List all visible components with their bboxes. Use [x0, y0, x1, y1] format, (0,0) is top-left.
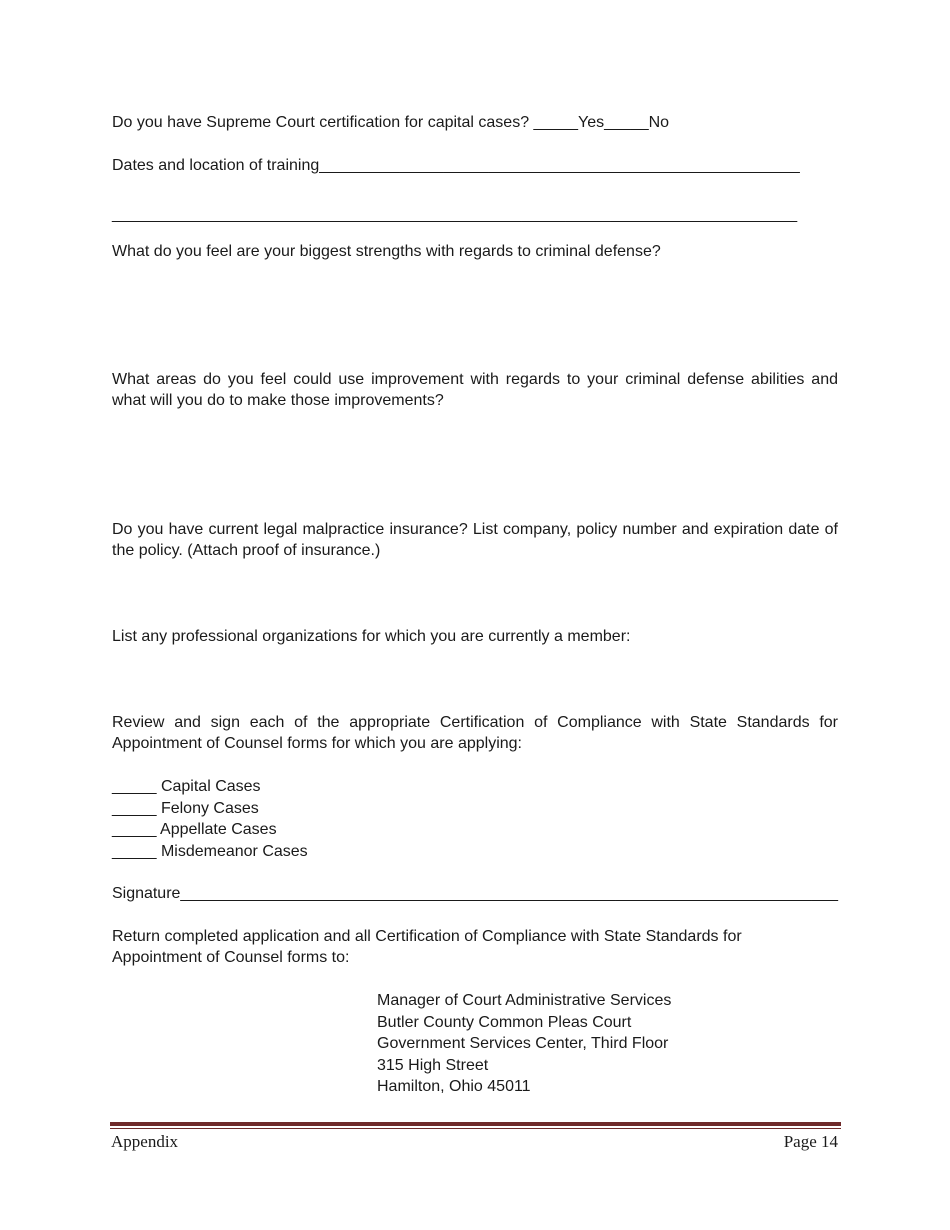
insurance-question: Do you have current legal malpractice insurance? List company, policy number and expiration date of the policy. (Attach proof of insurance.)	[112, 521, 838, 559]
case-type-appellate: _____ Appellate Cases	[112, 821, 277, 838]
training-dates-question: Dates and location of training______________________________________________________	[112, 157, 800, 174]
mailing-address	[377, 990, 671, 1098]
address-line: Butler County Common Pleas Court	[377, 1013, 632, 1031]
footer-rule-thin	[110, 1128, 841, 1129]
case-type-misdemeanor: _____ Misdemeanor Cases	[112, 842, 308, 860]
address-line: Manager of Court Administrative Services	[377, 992, 672, 1009]
signature-line: Signature__________________________________________________________________________	[112, 885, 838, 902]
training-blank-line: _____________________________________________________________________________	[112, 206, 798, 223]
footer-page-number: Page 14	[783, 1132, 838, 1151]
footer-section-label: Appendix	[111, 1132, 179, 1151]
case-type-felony: _____ Felony Cases	[112, 799, 259, 817]
footer-rule	[110, 1122, 841, 1126]
review-sign-instruction: Review and sign each of the appropriate Certification of Compliance with State Standards for Appointment of Counsel forms for which you are applying:	[112, 714, 838, 752]
return-instruction: Return completed application and all Certification of Compliance with State Standards for Appointment of Counsel forms to:	[112, 928, 742, 966]
address-line: 315 High Street	[377, 1056, 489, 1074]
address-line: Hamilton, Ohio 45011	[377, 1078, 531, 1095]
improvement-question: What areas do you feel could use improvement with regards to your criminal defense abilities and what will you do to make those improvements?	[112, 371, 838, 409]
organizations-question: List any professional organizations for which you are currently a member:	[112, 628, 631, 645]
supreme-court-question: Do you have Supreme Court certification for capital cases? _____Yes_____No	[112, 114, 670, 131]
address-line: Government Services Center, Third Floor	[377, 1035, 669, 1052]
case-type-capital: _____ Capital Cases	[112, 778, 261, 795]
strengths-question: What do you feel are your biggest strengths with regards to criminal defense?	[112, 243, 661, 260]
